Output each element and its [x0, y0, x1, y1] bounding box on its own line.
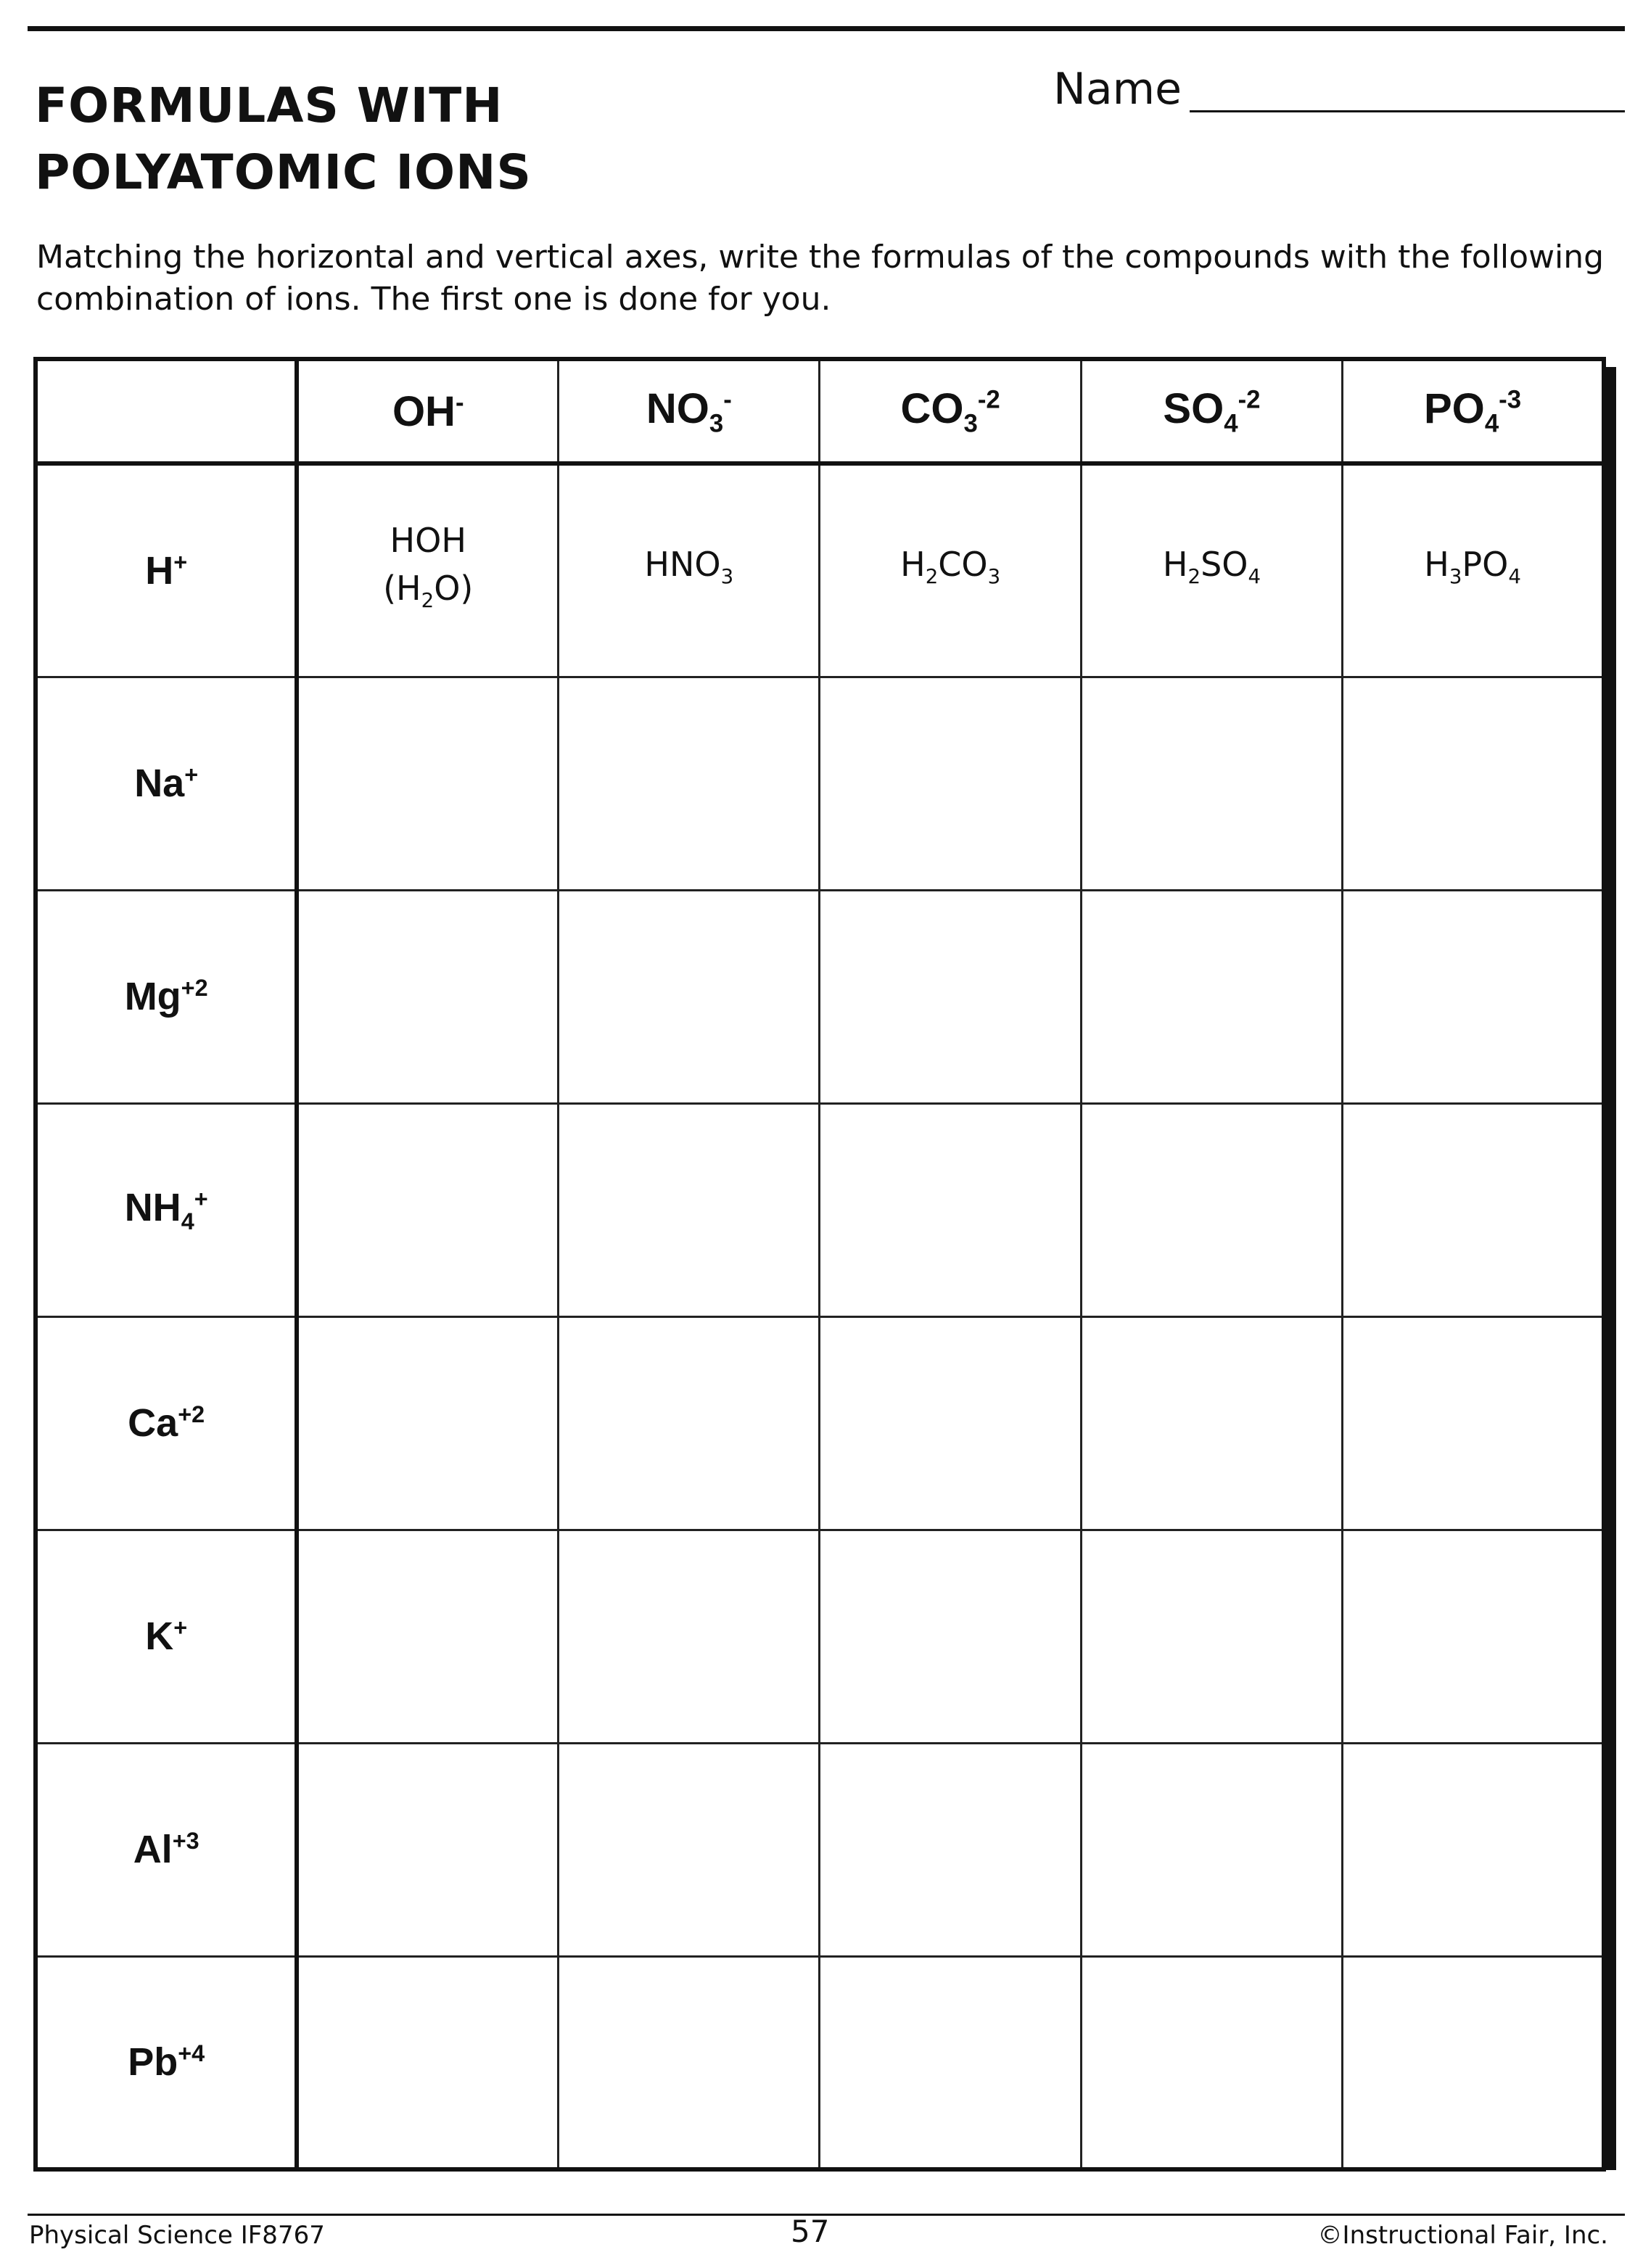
answer-cell-k-oh[interactable]: [297, 1530, 558, 1743]
answer-cell-ca-po4[interactable]: [1343, 1316, 1604, 1530]
row-head-mg: $Mg^{+2}$: [36, 890, 297, 1103]
col-head-no3: $NO_3^-$: [559, 359, 820, 463]
row-head-h: H+: [36, 463, 297, 677]
answer-h2o: $(H_2O)$: [383, 569, 474, 613]
answer-cell-h-po4: $H_3PO_4$: [1343, 463, 1604, 677]
col-head-so4: $SO_4^{-2}$: [1081, 359, 1342, 463]
instructions: Matching the horizontal and vertical axes, write the formulas of the compounds with the following combination of ions. The first one is done for you.: [36, 239, 1605, 318]
answer-cell-h-oh: [297, 463, 558, 677]
answer-cell-al-so4[interactable]: [1081, 1743, 1342, 1956]
row-h: [36, 463, 1604, 677]
answer-cell-na-co3[interactable]: [820, 677, 1081, 890]
header-row: [36, 359, 1604, 463]
answer-cell-al-no3[interactable]: [559, 1743, 820, 1956]
row-head-na: Na+: [36, 677, 297, 890]
title-line-1: FORMULAS WITH: [35, 78, 503, 133]
ion-table-wrapper: [33, 357, 1616, 2170]
answer-cell-k-so4[interactable]: [1081, 1530, 1342, 1743]
answer-cell-k-co3[interactable]: [820, 1530, 1081, 1743]
row-head-k: K+: [36, 1530, 297, 1743]
answer-cell-al-co3[interactable]: [820, 1743, 1081, 1956]
answer-cell-k-no3[interactable]: [559, 1530, 820, 1743]
name-label: Name: [1053, 64, 1182, 115]
row-ca: [36, 1316, 1604, 1530]
page-number: 57: [791, 2214, 830, 2249]
answer-cell-al-po4[interactable]: [1343, 1743, 1604, 1956]
top-rule: [28, 26, 1625, 31]
name-blank-line[interactable]: [1190, 110, 1625, 112]
answer-cell-mg-oh[interactable]: [297, 890, 558, 1103]
answer-cell-na-so4[interactable]: [1081, 677, 1342, 890]
row-nh4: [36, 1103, 1604, 1316]
answer-cell-h-no3: $HNO_3$: [559, 463, 820, 677]
footer-book-code: Physical Science IF8767: [29, 2221, 325, 2250]
title-line-2: POLYATOMIC IONS: [35, 144, 532, 200]
row-head-nh4: $NH_4^+$: [36, 1103, 297, 1316]
answer-cell-al-oh[interactable]: [297, 1743, 558, 1956]
answer-cell-na-po4[interactable]: [1343, 677, 1604, 890]
row-head-ca: $Ca^{+2}$: [36, 1316, 297, 1530]
answer-cell-pb-no3[interactable]: [559, 1956, 820, 2169]
footer-copyright: ©Instructional Fair, Inc.: [1317, 2221, 1608, 2250]
answer-cell-ca-oh[interactable]: [297, 1316, 558, 1530]
corner-cell: [36, 359, 297, 463]
answer-cell-nh4-so4[interactable]: [1081, 1103, 1342, 1316]
answer-cell-nh4-oh[interactable]: [297, 1103, 558, 1316]
answer-cell-mg-so4[interactable]: [1081, 890, 1342, 1103]
row-al: [36, 1743, 1604, 1956]
answer-cell-pb-so4[interactable]: [1081, 1956, 1342, 2169]
answer-cell-nh4-po4[interactable]: [1343, 1103, 1604, 1316]
answer-cell-ca-so4[interactable]: [1081, 1316, 1342, 1530]
worksheet-title: [35, 73, 532, 206]
row-k: [36, 1530, 1604, 1743]
answer-hoh: HOH: [390, 521, 466, 561]
answer-cell-nh4-co3[interactable]: [820, 1103, 1081, 1316]
answer-cell-mg-no3[interactable]: [559, 890, 820, 1103]
name-field: [1053, 59, 1626, 125]
answer-cell-h-co3: $H_2CO_3$: [820, 463, 1081, 677]
ion-table: [33, 357, 1606, 2172]
answer-cell-mg-co3[interactable]: [820, 890, 1081, 1103]
answer-cell-pb-oh[interactable]: [297, 1956, 558, 2169]
answer-cell-pb-po4[interactable]: [1343, 1956, 1604, 2169]
answer-cell-h-so4: $H_2SO_4$: [1081, 463, 1342, 677]
row-na: [36, 677, 1604, 890]
row-head-al: $Al^{+3}$: [36, 1743, 297, 1956]
answer-cell-ca-no3[interactable]: [559, 1316, 820, 1530]
col-head-po4: $PO_4^{-3}$: [1343, 359, 1604, 463]
row-head-pb: $Pb^{+4}$: [36, 1956, 297, 2169]
answer-cell-na-oh[interactable]: [297, 677, 558, 890]
answer-cell-nh4-no3[interactable]: [559, 1103, 820, 1316]
answer-cell-mg-po4[interactable]: [1343, 890, 1604, 1103]
row-pb: [36, 1956, 1604, 2169]
row-mg: [36, 890, 1604, 1103]
answer-cell-pb-co3[interactable]: [820, 1956, 1081, 2169]
answer-cell-na-no3[interactable]: [559, 677, 820, 890]
col-head-co3: $CO_3^{-2}$: [820, 359, 1081, 463]
answer-cell-ca-co3[interactable]: [820, 1316, 1081, 1530]
answer-cell-k-po4[interactable]: [1343, 1530, 1604, 1743]
col-head-oh: OH-: [297, 359, 558, 463]
